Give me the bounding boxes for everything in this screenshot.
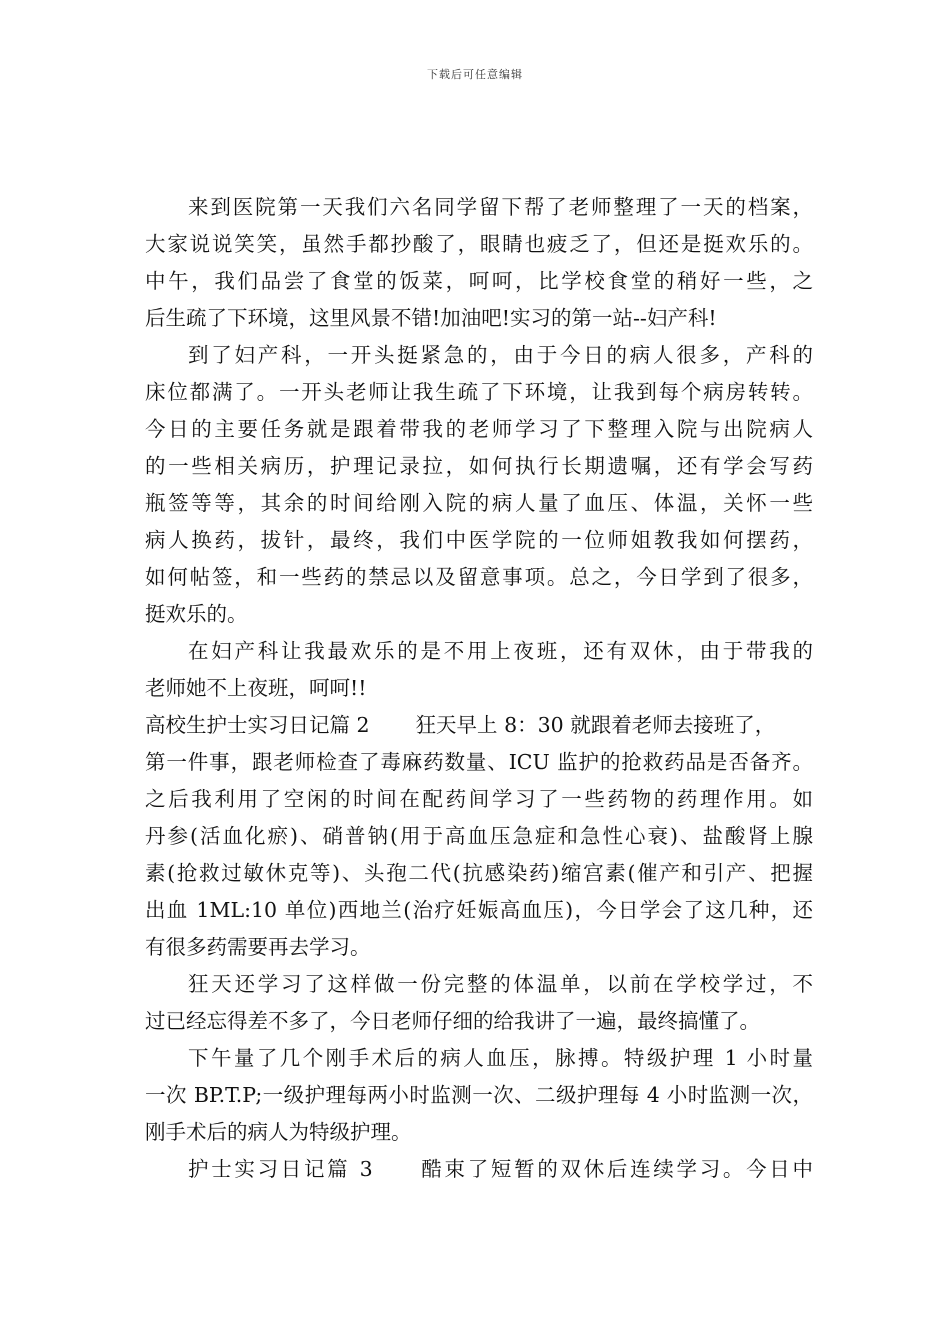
document-body bbox=[145, 189, 813, 1188]
paragraph-5-line-1: 狂天还学习了这样做一份完整的体温单，以前在学校学过，不 bbox=[188, 972, 813, 996]
paragraph-3-line-1: 在妇产科让我最欢乐的是不用上夜班，还有双休，由于带我的 bbox=[188, 639, 813, 663]
paragraph-2-line-4: 的一些相关病历，护理记录拉，如何执行长期遗嘱，还有学会写药 bbox=[145, 454, 813, 478]
entry-2-title: 高校生护士实习日记篇 2 bbox=[145, 713, 370, 737]
entry-3-title: 护士实习日记篇 3 bbox=[188, 1157, 373, 1181]
paragraph-5-line-2: 过已经忘得差不多了，今日老师仔细的给我讲了一遍，最终搞懂了。 bbox=[145, 1009, 760, 1033]
entry-2-first-line bbox=[145, 707, 813, 744]
paragraph-2-line-1: 到了妇产科，一开头挺紧急的，由于今日的病人很多，产科的 bbox=[188, 343, 813, 367]
paragraph-2-line-3: 今日的主要任务就是跟着带我的老师学习了下整理入院与出院病人 bbox=[145, 417, 813, 441]
paragraph-2-line-7: 如何帖签，和一些药的禁忌以及留意事项。总之，今日学到了很多， bbox=[145, 565, 813, 589]
paragraph-4-line-4: 丹参(活血化瘀)、硝普钠(用于高血压急症和急性心衰)、盐酸肾上腺 bbox=[145, 824, 813, 848]
paragraph-1-line-1: 来到医院第一天我们六名同学留下帮了老师整理了一天的档案， bbox=[188, 195, 813, 219]
entry-3-line-1: 酷束了短暂的双休后连续学习。今日中 bbox=[418, 1157, 813, 1181]
paragraph-2-line-6: 病人换药，拔针，最终，我们中医学院的一位师姐教我如何摆药， bbox=[145, 528, 813, 552]
paragraph-4-line-3: 之后我利用了空闲的时间在配药间学习了一些药物的药理作用。如 bbox=[145, 787, 813, 811]
paragraph-1-line-4: 后生疏了下环境，这里风景不错!加油吧!实习的第一站--妇产科! bbox=[145, 306, 717, 330]
paragraph-6-line-1: 下午量了几个刚手术后的病人血压，脉搏。特级护理 1 小时量 bbox=[188, 1046, 813, 1070]
entry-2-line-1: 狂天早上 8：30 就跟着老师去接班了， bbox=[415, 713, 776, 737]
paragraph-2-line-5: 瓶签等等，其余的时间给刚入院的病人量了血压、体温，关怀一些 bbox=[145, 491, 813, 515]
page-header-note: 下载后可任意编辑 bbox=[427, 68, 523, 81]
paragraph-4-line-2: 第一件事，跟老师检查了毒麻药数量、ICU 监护的抢救药品是否备齐。 bbox=[145, 750, 813, 774]
entry-3-first-line bbox=[145, 1151, 813, 1188]
paragraph-4-line-7: 有很多药需要再去学习。 bbox=[145, 935, 371, 959]
paragraph-1-line-2: 大家说说笑笑，虽然手都抄酸了，眼睛也疲乏了，但还是挺欢乐的。 bbox=[145, 232, 813, 256]
paragraph-3-line-2: 老师她不上夜班，呵呵!! bbox=[145, 676, 367, 700]
paragraph-2-line-2: 床位都满了。一开头老师让我生疏了下环境，让我到每个病房转转。 bbox=[145, 380, 813, 404]
paragraph-4-line-5: 素(抢救过敏休克等)、头孢二代(抗感染药)缩宫素(催产和引产、把握 bbox=[145, 861, 813, 885]
paragraph-6-line-3: 刚手术后的病人为特级护理。 bbox=[145, 1120, 412, 1144]
paragraph-2-line-8: 挺欢乐的。 bbox=[145, 602, 248, 626]
paragraph-6-line-2: 一次 BP.T.P;一级护理每两小时监测一次、二级护理每 4 小时监测一次， bbox=[145, 1083, 813, 1107]
paragraph-1-line-3: 中午，我们品尝了食堂的饭菜，呵呵，比学校食堂的稍好一些，之 bbox=[145, 269, 813, 293]
paragraph-4-line-6: 出血 1ML:10 单位)西地兰(治疗妊娠高血压)，今日学会了这几种，还 bbox=[145, 898, 813, 922]
